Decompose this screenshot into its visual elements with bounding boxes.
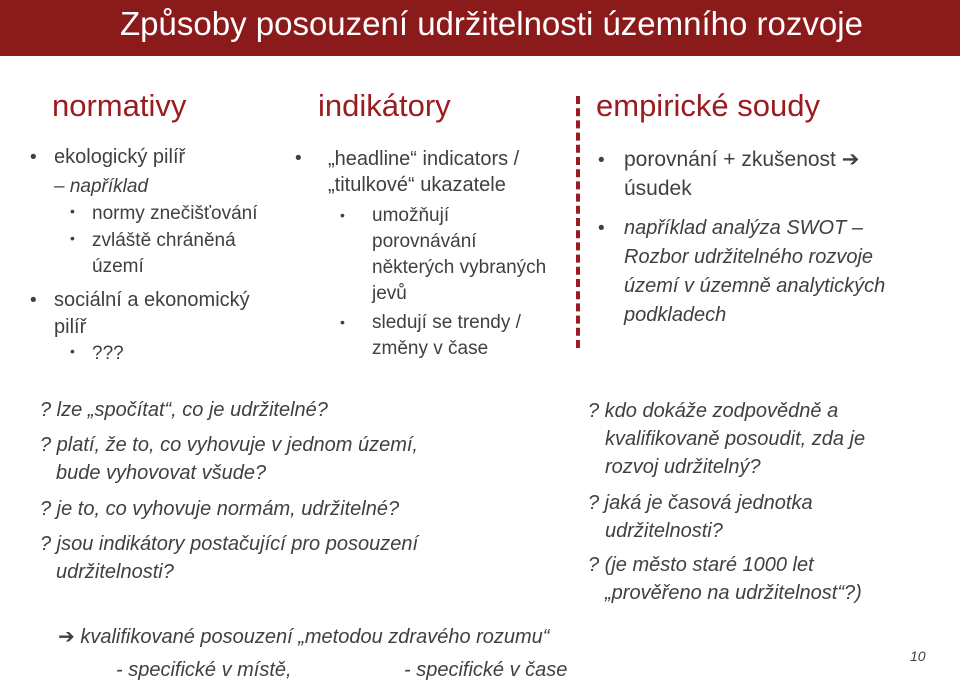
normativy-sub2-l1: zvláště chráněná: [92, 230, 236, 251]
page-number: 10: [910, 648, 926, 664]
arrow-right-icon: ➔: [58, 626, 75, 648]
question-right-1-l3: rozvoj udržitelný?: [605, 456, 761, 478]
bullet-icon: •: [70, 203, 75, 219]
bullet-icon: •: [70, 230, 75, 246]
dashed-divider: [576, 96, 580, 348]
question-right-1-l1: ? kdo dokáže zodpovědně a: [588, 400, 839, 422]
question-right-1-l2: kvalifikovaně posoudit, zda je: [605, 428, 866, 450]
bullet-icon: •: [30, 290, 37, 311]
empiricke-item2-l1: například analýza SWOT –: [624, 217, 863, 239]
empiricke-item1-l1: porovnání + zkušenost ➔: [624, 148, 860, 171]
question-left-1: ? lze „spočítat“, co je udržitelné?: [40, 399, 328, 421]
question-right-3-l1: ? (je město staré 1000 let: [588, 554, 814, 576]
heading-empiricke-soudy: empirické soudy: [596, 88, 820, 123]
heading-normativy: normativy: [52, 88, 187, 123]
empiricke-item2-l2: Rozbor udržitelného rozvoje: [624, 246, 874, 268]
normativy-sub2-l2: území: [92, 256, 144, 277]
normativy-sub-dash: – například: [54, 176, 149, 197]
indikatory-sub1-l3: některých vybraných: [372, 257, 547, 278]
question-left-4-l2: udržitelnosti?: [56, 561, 174, 583]
empiricke-item2-l3: území v územně analytických: [624, 275, 886, 297]
empiricke-item1-l2: úsudek: [624, 177, 692, 200]
bullet-icon: •: [70, 343, 75, 359]
indikatory-sub1-l1: umožňují: [372, 205, 450, 226]
conclusion-line1: ➔ kvalifikované posouzení „metodou zdravého rozumu“: [58, 626, 550, 648]
conclusion-line2a: - specifické v místě,: [116, 659, 292, 681]
indikatory-item1-l1: „headline“ indicators /: [328, 148, 520, 170]
question-left-2-l2: bude vyhovovat všude?: [56, 462, 267, 484]
normativy-sub1: normy znečišťování: [92, 203, 258, 224]
bullet-icon: •: [30, 147, 37, 168]
bullet-icon: •: [340, 207, 345, 223]
question-right-3-l2: „prověřeno na udržitelnost“?): [605, 582, 862, 604]
question-left-4-l1: ? jsou indikátory postačující pro posouzení: [40, 533, 418, 555]
question-left-2-l1: ? platí, že to, co vyhovuje v jednom území,: [40, 434, 418, 456]
question-right-2-l1: ? jaká je časová jednotka: [588, 492, 813, 514]
bullet-icon: •: [295, 148, 302, 169]
arrow-right-icon: ➔: [841, 148, 860, 171]
slide-title: Způsoby posouzení udržitelnosti územního rozvoje: [120, 5, 863, 42]
indikatory-item1-l2: „titulkové“ ukazatele: [328, 174, 506, 196]
indikatory-sub1-l2: porovnávání: [372, 231, 477, 252]
bullet-icon: •: [598, 150, 605, 171]
indikatory-sub2-l2: změny v čase: [372, 338, 489, 359]
title-bar: [0, 0, 960, 56]
normativy-item2-l1: sociální a ekonomický: [54, 289, 250, 311]
conclusion-line2b: - specifické v čase: [404, 659, 568, 681]
normativy-item1: ekologický pilíř: [54, 146, 186, 168]
question-right-2-l2: udržitelnosti?: [605, 520, 723, 542]
empiricke-item2-l4: podkladech: [624, 304, 727, 326]
question-left-3: ? je to, co vyhovuje normám, udržitelné?: [40, 498, 400, 520]
heading-indikatory: indikátory: [318, 88, 451, 123]
bullet-icon: •: [598, 218, 605, 239]
normativy-item2-l2: pilíř: [54, 316, 87, 338]
indikatory-sub1-l4: jevů: [372, 283, 407, 304]
bullet-icon: •: [340, 314, 345, 330]
indikatory-sub2-l1: sledují se trendy /: [372, 312, 521, 333]
normativy-sub3: ???: [92, 343, 124, 364]
